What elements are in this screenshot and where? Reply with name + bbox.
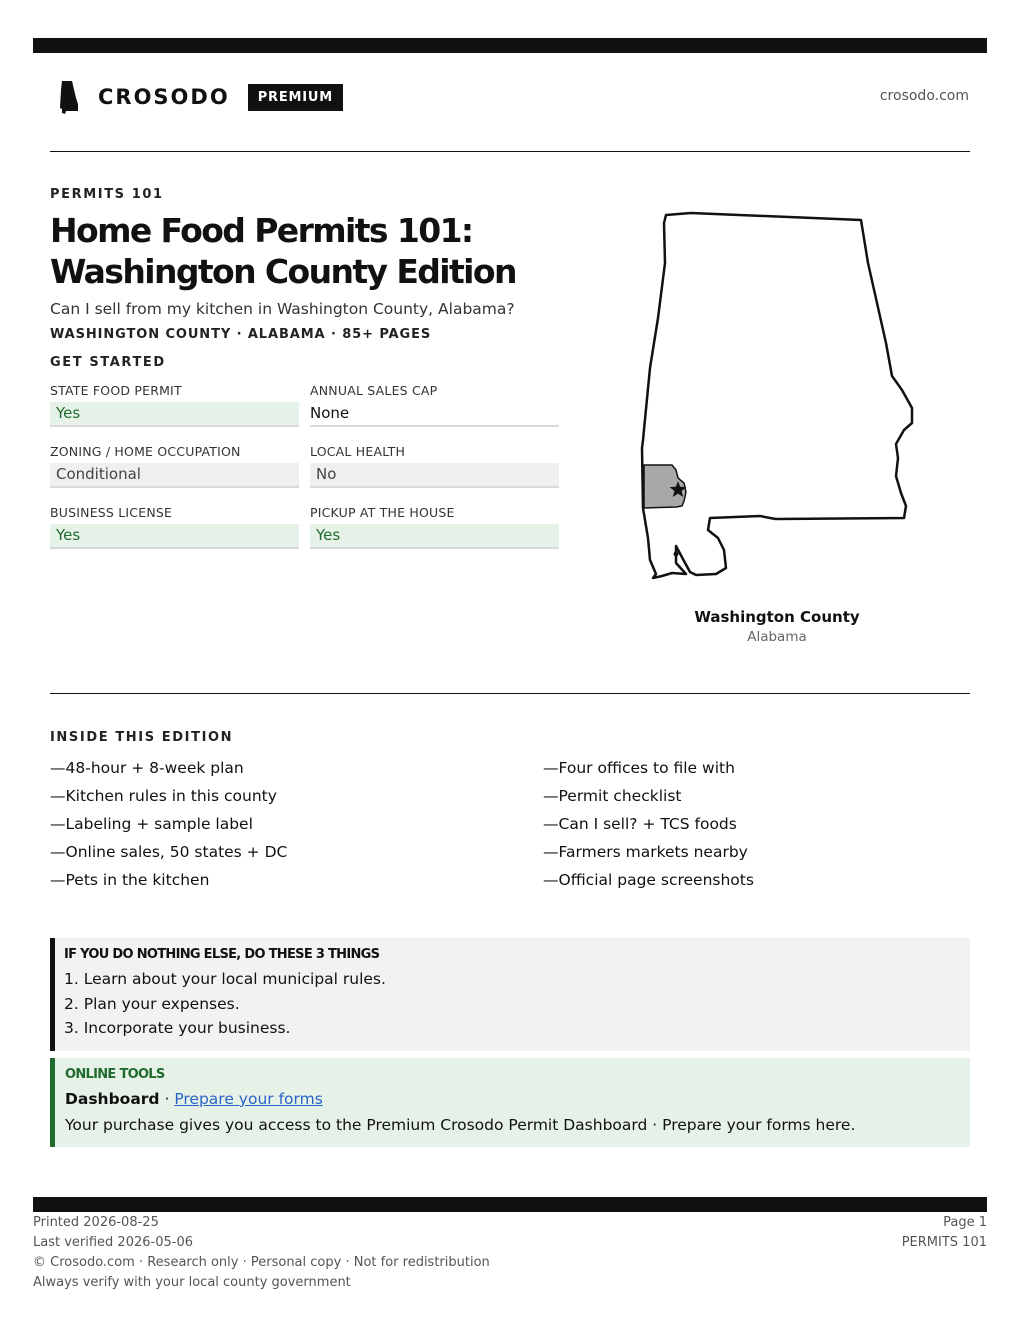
map-county-name: Washington County bbox=[694, 608, 860, 626]
title-line-2: Washington County Edition bbox=[50, 252, 516, 291]
map-caption bbox=[636, 608, 918, 645]
premium-badge: PREMIUM bbox=[248, 84, 343, 111]
callout-heading: IF YOU DO NOTHING ELSE, DO THESE 3 THINGS bbox=[64, 947, 380, 962]
footer-section: PERMITS 101 bbox=[901, 1235, 987, 1250]
fact-label: ZONING / HOME OCCUPATION bbox=[50, 444, 241, 459]
title-line-1: Home Food Permits 101: bbox=[50, 211, 473, 250]
inside-label: INSIDE THIS EDITION bbox=[50, 730, 234, 745]
separator: · bbox=[159, 1090, 175, 1108]
page-title bbox=[50, 210, 610, 292]
list-item: —Four offices to file with bbox=[543, 759, 735, 777]
list-item: —Can I sell? + TCS foods bbox=[543, 815, 737, 833]
step-item: 1. Learn about your local municipal rules. bbox=[64, 970, 386, 988]
list-item: —Pets in the kitchen bbox=[50, 871, 210, 889]
city-dot-icon bbox=[674, 552, 679, 557]
footer-right bbox=[902, 1213, 987, 1253]
online-tools-heading: ONLINE TOOLS bbox=[65, 1067, 165, 1082]
step-item: 2. Plan your expenses. bbox=[64, 994, 240, 1013]
footer-left bbox=[33, 1213, 490, 1293]
state-map bbox=[636, 208, 918, 583]
eyebrow: PERMITS 101 bbox=[50, 187, 164, 202]
list-item: —48-hour + 8-week plan bbox=[50, 759, 244, 777]
subtitle: Can I sell from my kitchen in Washington County, Alabama? bbox=[50, 300, 515, 318]
copyright: © Crosodo.com · Research only · Personal copy · Not for redistribution bbox=[33, 1255, 490, 1270]
prepare-forms-link[interactable]: Prepare your forms bbox=[174, 1090, 323, 1108]
fact-label: PICKUP AT THE HOUSE bbox=[310, 505, 455, 520]
fact-label: LOCAL HEALTH bbox=[310, 444, 406, 459]
footer-rule-bar bbox=[33, 1197, 987, 1212]
list-item: —Online sales, 50 states + DC bbox=[50, 843, 288, 861]
fact-value: No bbox=[310, 463, 559, 488]
verified-date: Last verified 2026-05-06 bbox=[33, 1235, 193, 1250]
header-divider bbox=[50, 151, 970, 152]
fact-value: Yes bbox=[50, 524, 299, 549]
section-divider bbox=[50, 693, 970, 694]
fact-zoning-home-occupation bbox=[50, 443, 299, 488]
online-tools-callout bbox=[50, 1058, 970, 1147]
fact-pickup-at-house bbox=[310, 504, 559, 549]
list-item: —Permit checklist bbox=[543, 787, 682, 805]
get-started-label: GET STARTED bbox=[50, 355, 166, 370]
list-item: —Kitchen rules in this county bbox=[50, 787, 277, 805]
fact-value: Yes bbox=[310, 524, 559, 549]
page-number: Page 1 bbox=[943, 1215, 987, 1230]
facts-grid bbox=[50, 382, 559, 549]
fact-value: Yes bbox=[50, 402, 299, 427]
fact-label: BUSINESS LICENSE bbox=[50, 505, 173, 520]
brand-lockup[interactable] bbox=[58, 80, 343, 114]
steps-list bbox=[64, 967, 970, 1041]
verify-note: Always verify with your local county government bbox=[33, 1275, 351, 1290]
fact-value: None bbox=[310, 402, 559, 427]
inside-list bbox=[50, 758, 970, 891]
fact-state-food-permit bbox=[50, 382, 299, 427]
list-item: —Labeling + sample label bbox=[50, 815, 253, 833]
fact-annual-sales-cap bbox=[310, 382, 559, 427]
edition-meta: WASHINGTON COUNTY · ALABAMA · 85+ PAGES bbox=[50, 327, 432, 342]
fact-value: Conditional bbox=[50, 463, 299, 488]
site-url[interactable]: crosodo.com bbox=[879, 88, 969, 104]
list-item: —Farmers markets nearby bbox=[543, 843, 748, 861]
top-rule-bar bbox=[33, 38, 987, 53]
alabama-outline bbox=[642, 213, 912, 578]
three-things-callout bbox=[50, 938, 970, 1051]
step-item: 3. Incorporate your business. bbox=[64, 1019, 291, 1037]
fact-business-license bbox=[50, 504, 299, 549]
dashboard-label: Dashboard bbox=[65, 1090, 160, 1108]
map-state-name: Alabama bbox=[747, 629, 807, 645]
alabama-state-icon bbox=[58, 80, 80, 114]
list-item: —Official page screenshots bbox=[543, 871, 754, 889]
online-tools-description: Your purchase gives you access to the Premium Crosodo Permit Dashboard · Prepare your forms here. bbox=[65, 1116, 856, 1134]
fact-local-health bbox=[310, 443, 559, 488]
printed-date: Printed 2026-08-25 bbox=[33, 1215, 159, 1230]
dashboard-line bbox=[65, 1089, 970, 1109]
fact-label: STATE FOOD PERMIT bbox=[50, 383, 182, 398]
brand-name: CROSODO bbox=[98, 85, 230, 109]
fact-label: ANNUAL SALES CAP bbox=[310, 383, 438, 398]
